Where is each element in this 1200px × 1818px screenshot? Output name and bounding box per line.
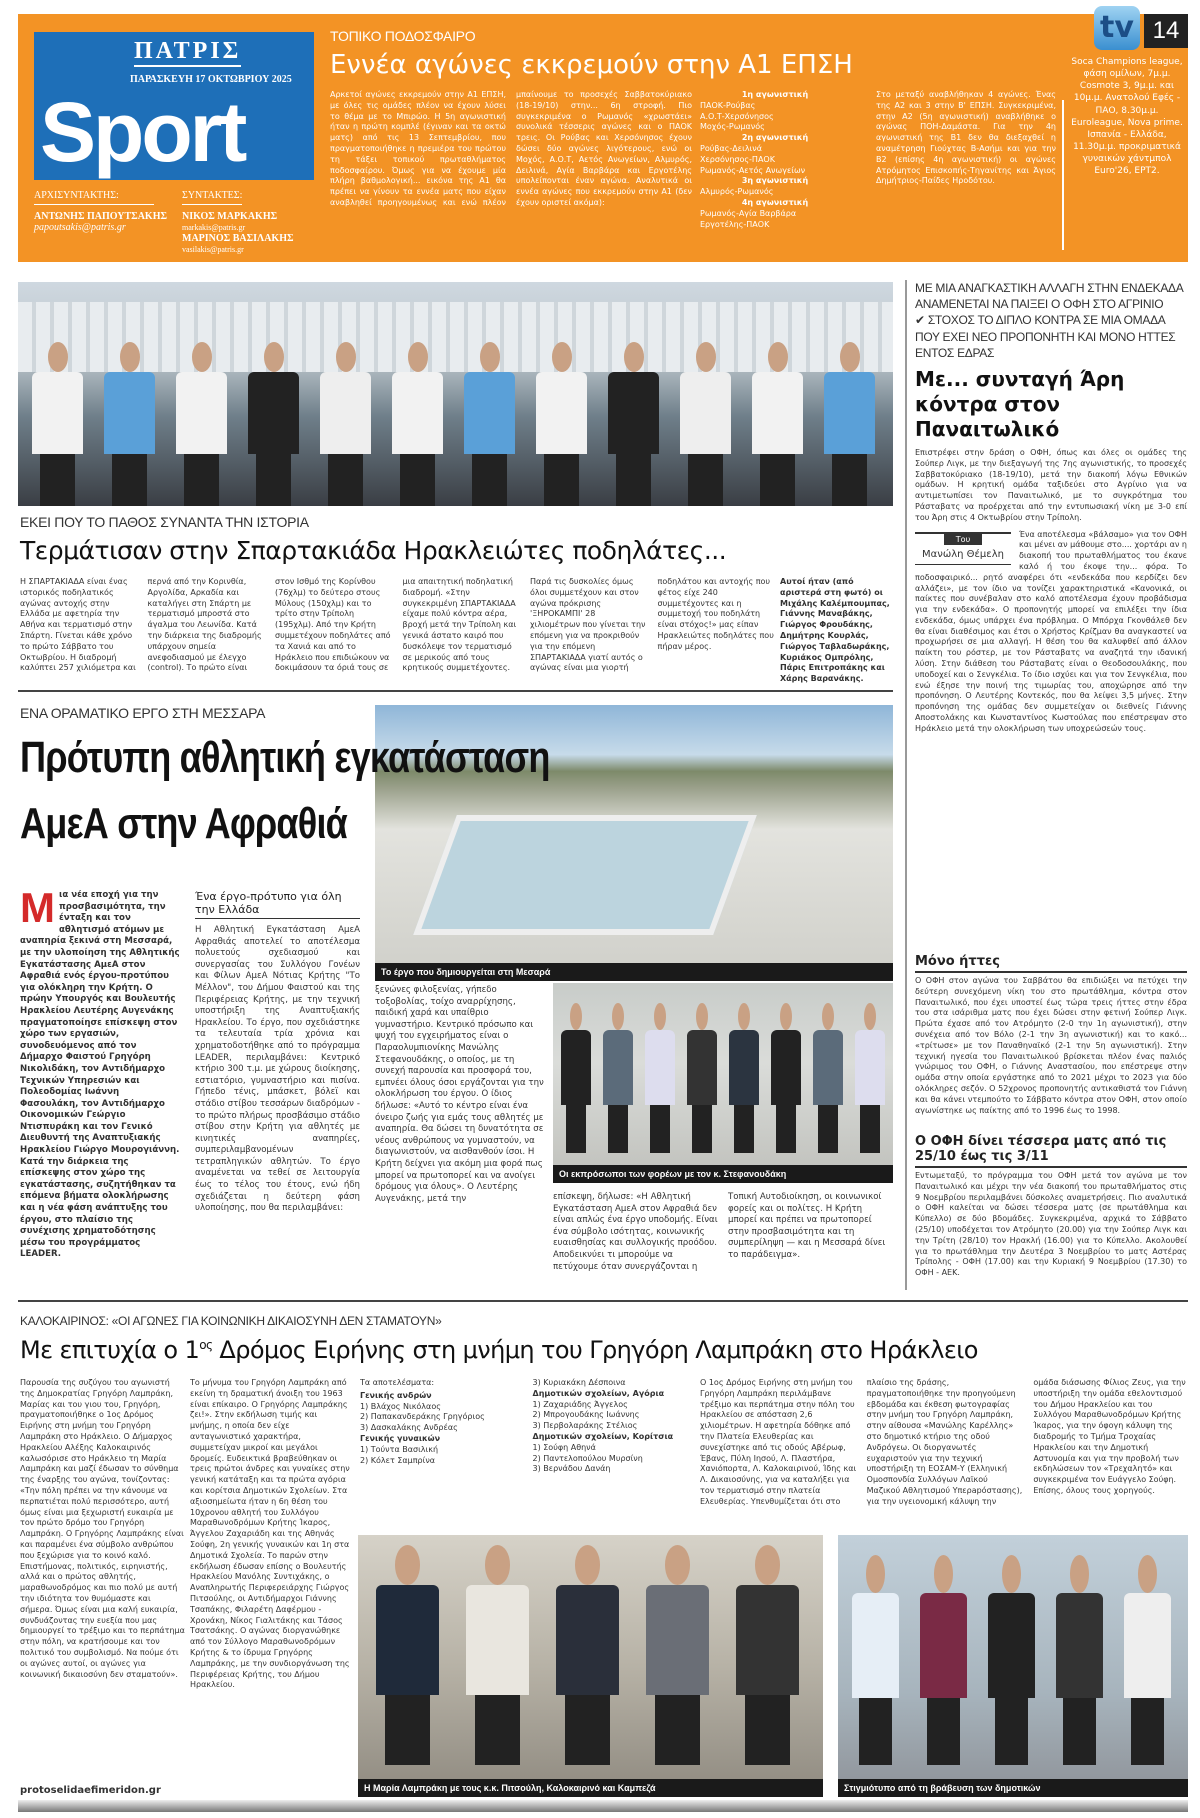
result-entry: 3) Βερνάδου Δανάη	[532, 1464, 611, 1474]
cyclists-photo	[18, 282, 893, 506]
lambrakis-headline	[20, 1336, 978, 1364]
photo-caption: Οι εκπρόσωποι των φορέων με τον κ. Στεφανουδάκη	[553, 1165, 893, 1183]
sport-logo	[34, 32, 314, 180]
fixture: Αλμυρός-Ρωμανός	[700, 187, 774, 197]
cyclist-figure	[32, 342, 82, 506]
afrathia-subheading: Ένα έργο-πρότυπο για όλη την Ελλάδα	[195, 890, 360, 919]
kicker-text: ΣΤΟΧΟΣ ΤΟ ΔΙΠΛΟ ΚΟΝΤΡΑ ΣΕ ΜΙΑ ΟΜΑΔΑ ΠΟΥ ΕΧΕΙ ΝΕΟ ΠΡΟΠΟΝΗΤΗ ΚΑΙ ΜΟΝΟ ΗΤΤΕΣ ΕΝΤΟΣ ΕΔΡΑΣ	[915, 313, 1176, 360]
body-text: Επιστρέφει στην δράση ο ΟΦΗ, όπως και όλες οι ομάδες της Σούπερ Λιγκ, με την διεξαγωγή της 7ης αγωνιστικής, το προσεχές Σαββατοκύριακο (18-19/10), μετά την διακοπή λόγω Εθνικών ομάδων. Η κρητική ομάδα ταξιδεύει στο Αγρίνιο για να αντιμετωπίσει τον Παναιτωλικό, με το συγκρότημα του Ράσταβατς να προέρχεται από την εντυπωσιακή νίκη με 3-0 επί του Άρη στις 4 Οκτωβρίου στην Τρίπολη.	[915, 447, 1187, 522]
lambrakis-kicker: ΚΑΛΟΚΑΙΡΙΝΟΣ: «ΟΙ ΑΓΩΝΕΣ ΓΙΑ ΚΟΙΝΩΝΙΚΗ ΔΙΚΑΙΟΣΥΝΗ ΔΕΝ ΣΤΑΜΑΤΟΥΝ»	[20, 1314, 442, 1328]
kicker-text: ΜΕ ΜΙΑ ΑΝΑΓΚΑΣΤΙΚΗ ΑΛΛΑΓΗ ΣΤΗΝ ΕΝΔΕΚΑΔΑ ΑΝΑΜΕΝΕΤΑΙ ΝΑ ΠΑΙΞΕΙ Ο ΟΦΗ ΣΤΟ ΑΓΡΙΝΙΟ	[915, 281, 1183, 312]
ofi-kicker	[915, 280, 1187, 361]
body-text: ξενώνες φιλοξενίας, γήπεδο τοξοβολίας, τοίχο αναρρίχησης, παιδική χαρά και υπαίθριο γυμναστήριο. Κεντρικό πρόσωπο και ψυχή του εγχειρήματος είναι ο Παραολυμπιονίκης Μανώλης Στεφανουδάκης, ο οποίος, με τη συνεχή παρουσία και προσφορά του, εμπνέει όλους όσοι εργάζονται για την ολοκλήρωση του έργου. Ο ίδιος δήλωσε: «Αυτό το κέντρο είναι ένα όνειρο ζωής για εμάς τους αθλητές με αναπηρία. Θα δώσει τη δυνατότητα σε νέους ανθρώπους να γυμναστούν, να διαγωνιστούν, να αισθανθούν ίσοι. Η Κρήτη δείχνει για ακόμη μια φορά πως μπορεί να πρωτοπορεί και να ανοίγει δρόμους για όλους». Ο Λευτέρης Αυγενάκης, μετά την	[375, 985, 544, 1204]
result-entry: 3) Κυριακάκη Δέσποινα	[532, 1378, 626, 1387]
top-article-tail	[876, 90, 1056, 258]
result-entry: 2) Παπακανδεράκης Γρηγόριος	[360, 1412, 485, 1422]
person-figure	[855, 1003, 884, 1153]
cycling-headline: Τερμάτισαν στην Σπαρτακιάδα Ηρακλειώτες ποδηλάτες...	[20, 536, 727, 565]
byline-name: Μανώλη Θέμελη	[915, 549, 1011, 565]
fixture: Χερσόνησος-ΠΑΟΚ	[700, 154, 775, 164]
cyclist-figure	[320, 342, 370, 506]
editor-name: ΜΑΡΙΝΟΣ ΒΑΣΙΛΑΚΗΣ	[182, 233, 294, 244]
result-entry: 1) Τούντα Βασιλική	[360, 1444, 439, 1454]
headline-text: Δρόμος Ειρήνης στη μνήμη του Γρηγόρη Λαμπράκη στο Ηράκλειο	[212, 1336, 978, 1364]
tv-icon: tv	[1094, 6, 1140, 50]
lambrakis-col-right	[700, 1378, 1190, 1528]
body-text: επίσκεψη, δήλωσε: «Η Αθλητική Εγκατάσταση ΑμεΑ στον Αφραθιά δεν είναι απλώς ένα έργο υποδομής. Είναι ένα σύμβολο ισότητας, κοινωνικής ευαισθησίας και συλλογικής προόδου. Αποδεικνύει τι μπορούμε να πετύχουμε όταν συνεργάζονται η Τοπική Αυτοδιοίκηση, οι κοινωνικοί φορείς και οι πολίτες. Η Κρήτη μπορεί και πρέπει να πρωτοπορεί στην προσβασιμότητα και τη συμπερίληψη — και η Μεσσαρά δίνει το παράδειγμα».	[553, 1192, 886, 1272]
column-divider	[905, 280, 907, 1290]
cyclist-figure	[464, 342, 514, 506]
body-text: Ο ΟΦΗ στον αγώνα του Σαββάτου θα επιδιώξει να πετύχει την δεύτερη συνεχόμενη νίκη του στο πρωτάθλημα, κόντρα στον Παναιτωλικό, που έχει υποστεί έως τώρα τρεις ήττες στην έδρα του στα ισάριθμα ματς που έχει δώσει στην φετινή Σούπερ Λιγκ. Πρώτα έχασε από τον Ατρόμητο (2-0 την 1η αγωνιστική), στην συνέχεια από τον Βόλο (2-1 την 3η αγωνιστική) και το κακό... «τρίτωσε» με τον Παναθηναϊκό (2-1 την 5η αγωνιστική). Στην τεχνική ηγεσία του Παναιτωλικού βρίσκεται πλέον ένας παλιός γνώριμος του ΟΦΗ, ο Γιάννης Αναστασίου, που επέστρεψε στην ομάδα στην οποία εργάστηκε από το 2021 μέχρι το 2023 για δύο ολόκληρες σεζόν. Ο 52χρονος προπονητής αντικαθιστά τον Γιάννη και θα κάνει ντεμπούτο το Σάββατο κόντρα στον ΟΦΗ, στον οποίο αγωνίστηκε ως παίκτης από το 1996 έως το 1998.	[915, 976, 1187, 1115]
result-entry: 2) Κόλετ Σαμπρίνα	[360, 1455, 436, 1465]
fixture: Εργοτέλης-ΠΑΟΚ	[700, 219, 770, 229]
cycling-body	[20, 577, 775, 683]
person-figure	[1124, 1555, 1172, 1765]
chief-label: ΑΡΧΙΣΥΝΤΑΚΤΗΣ:	[34, 190, 154, 205]
cyclist-figure	[680, 342, 730, 506]
photo-caption: Το έργο που δημιουργείται στη Μεσαρά	[375, 963, 893, 981]
person-figure	[729, 1003, 758, 1153]
divider	[18, 690, 893, 692]
fixture: Ρούβας-Δειλινά	[700, 143, 762, 153]
tv-listing-text: Soca Champions league, φάση ομίλων, 7μ.μ. Cosmote 3, 9μ.μ. και 10μ.μ. Ανατολού Εφές - ΠΑΟ, 8.30μ.μ. Euroleague, Nova prime. Ισπανία - Ελλάδα, 11.30μ.μ. προκριματικά γυναικών χάντμπολ Euro'26, ΕΡΤ2.	[1071, 57, 1183, 177]
afrathia-kicker: ΕΝΑ ΟΡΑΜΑΤΙΚΟ ΕΡΓΟ ΣΤΗ ΜΕΣΣΑΡΑ	[20, 705, 266, 721]
person-figure	[376, 1545, 439, 1765]
person-figure	[988, 1555, 1036, 1765]
lambrakis-col2	[190, 1378, 350, 1796]
round-label: 4η αγωνιστική	[741, 197, 809, 207]
person-figure	[920, 1555, 968, 1765]
cyclist-figure	[248, 342, 298, 506]
afrathia-col2	[195, 925, 360, 1290]
ofi-subheading: Μόνο ήττες	[915, 954, 1187, 973]
fixture: Α.Ο.Τ-Χερσόνησος	[700, 111, 774, 121]
chief-name: ΑΝΤΩΝΗΣ ΠΑΠΟΥΤΣΑΚΗΣ	[34, 211, 168, 222]
round-label: 3η αγωνιστική	[741, 176, 809, 186]
body-text: Το μήνυμα του Γρηγόρη Λαμπράκη από εκείνη τη δραματική άνοιξη του 1963 είναι επίκαιρο. Ο Γρηγόρης Λαμπράκης ζει!». Στην εκδήλωση τιμής και μνήμης, η οποία δεν είχε ανταγωνιστικό χαρακτήρα, συμμετείχαν μικροί και μεγάλοι δρομείς. Ευδεικτικά βραβεύθηκαν οι τρεις πρώτοι άνδρες και γυναίκες στην γενική κατάταξη και τα πρώτα αγόρια και κορίτσια Δημοτικών Σχολείων. Στα αξιοσημείωτα ήταν η 6η θέση του 10χρονου αθλητή του Συλλόγου Μαραθωνοδρόμων Κρήτης Ίκαρος, Άγγελου Ζαχαριάδη και της Αθηνάς Σούφη, 2η γενικής γυναικών και 1η στα Δημοτικά Σχολεία. Το παρών στην εκδήλωση έδωσαν επίσης ο Βουλευτής Ηρακλείου Μανόλης Συντιχάκης, ο Αναπληρωτής Περιφερειάρχης Γιώργος Πιτσούλης, οι Αντιδήμαρχοι Γιάννης Τσαπάκης, Φιλαρέτη Δαφέρμου - Χρονάκη, Νίκος Γιαλιτάκης και Τάσος Τσατσάκης. Ο αγώνας διοργανώθηκε από τον Σύλλογο Μαραθωνοδρόμων Κρήτης & το ίδρυμα Γρηγόρης Λαμπράκης, με την συνδιοργάνωση της Περιφέρειας Κρήτης, του Δήμου Ηρακλείου.	[190, 1378, 350, 1690]
body-text: ια νέα εποχή για την προσβασιμότητα, την ένταξη και τον αθλητισμό ατόμων με αναπηρία ξεκινά στη Μεσσαρά, με την υλοποίηση της Αθλητικής Εγκατάστασης ΑμεΑ στον Αφραθιά ενός έργου-προτύπου για ολόκληρη την Κρήτη. Ο πρώην Υπουργός και Βουλευτής Ηρακλείου Λευτέρης Αυγενάκης πραγματοποίησε επίσκεψη στον χώρο των εργασιών, συνοδευόμενος από τον Δήμαρχο Φαιστού Γρηγόρη Νικολιδάκη, τον Αντιδήμαρχο Τεχνικών Υπηρεσιών και Πολεοδομίας Ιωάννη Φασουλάκη, τον Αντιδήμαρχο Οικονομικών Γεώργιο Ντισπυράκη και τον Γενικό Διευθυντή της Αναπτυξιακής Ηρακλείου Γιώργο Μουρογιάννη. Κατά την διάρκεια της επίσκεψης στον χώρο της εγκατάστασης, συζητήθηκαν τα επόμενα βήματα ολοκλήρωσης και η νέα φάση ανάπτυξης του έργου, στο πλαίσιο της συνέχισης χρηματοδότησης μέσω του προγράμματος LEADER.	[20, 890, 180, 1260]
caption-text: Αυτοί ήταν (από αριστερά στη φωτό) οι Μιχάλης Καλέμπουμπας, Γιάννης Μαναβάκης, Γιώργος Φρουδάκης, Δημήτρης Κουρλάς, Γιώργος Ταβλαδωράκης, Κυριάκος Ομπρόλης, Πάρις Επιτροπάκης και Χάρης Βαρανάκης.	[780, 577, 890, 683]
body-text: Στο μεταξύ αναβλήθηκαν 4 αγώνες. Ένας της Α2 και 3 στην Β' ΕΠΣΗ. Συγκεκριμένα, στην Α2 (5η αγωνιστική) αναβλήθηκε ο αγώνας ΠΟΗ-Δαμάστα. Για την 4η αγωνιστική της Β1 δεν θα διεξαχθεί η αναμέτρηση Γιούχτας Β-Ασήμι και για την Β2 (επίσης 4η αγωνιστική) οι αγώνες Ατρόμητος Επισκοπής-Τηγανίτης και Άγιος Δημήτριος-Παίδες Ηροδότου.	[876, 90, 1056, 186]
body-text: Αρκετοί αγώνες εκκρεμούν στην Α1 ΕΠΣΗ, με όλες τις ομάδες πλέον να έχουν λύσει το θέμα με το Μπιρώο. Η 5η αγωνιστική ήταν η πρώτη κομπλέ (έγιναν και τα οκτώ ματς) από τις 13 Σεπτεμβρίου, που πραγματοποιήθηκε η πρεμιέρα του πρώτου τη τάξει τοπικού πρωταθλήματος ποδοσφαίρου. Όμως για να έχουμε μία πλήρη βαθμολογική... εικόνα της Α1 θα πρέπει να γίνουν τα εννέα ματς που είχαν αναβληθεί προηγουμένως και ενώ πλέον μπαίνουμε το προσεχές Σαββατοκύριακο (18-19/10) στην... 6η στροφή. Πιο συγκεκριμένα ο Ρωμανός «χρωστάει» συνολικά τέσσερις αγώνες και ο ΠΑΟΚ τρεις. Οι Ρούβας και Χερσόνησος έχουν δώσει δύο αγώνες λιγότερους, ενώ οι Μοχός, Α.Ο.Τ, Αετός Ανωγείων, Αλμυρός, Δειλινά, Αγία Βαρβάρα και Εργοτέλης υπολείπονται έναν αγώνα. Αναλυτικά οι εννέα αγώνες που εκκρεμούν στην Α1 (δεν έχουν οριστεί ακόμα):	[330, 90, 692, 207]
cyclist-figure	[752, 342, 802, 506]
headline-line: ΑμεΑ στην Αφραθιά	[20, 799, 348, 848]
body-text: Εντωμεταξύ, το πρόγραμμα του ΟΦΗ μετά τον αγώνα με τον Παναιτωλικό και μέχρι την νέα διακοπή του πρωταθλήματος στις 9 Νοεμβρίου περιλαμβάνει δύσκολες αναμετρήσεις. Πιο αναλυτικά ο ΟΦΗ καλείται να δώσει τέσσερα ματς (σε πρωτάθλημα και Κύπελλο) σε δύο βδομάδες. Συγκεκριμένα, αρχικά το Σάββατο (25/10) υποδέχεται τον Ατρόμητο (20.00) για την Σούπερ Λιγκ και την Τρίτη (28/10) τον Ηρακλή (16.00) για το Κύπελλο. Ακολουθεί για το πρωτάθλημα την Δευτέρα 3 Νοεμβρίου το ματς Αστέρας Τρίπολης - ΟΦΗ (17.00) και την Κυριακή 9 Νοεμβρίου (17.30) το ΟΦΗ - ΑΕΚ.	[915, 1171, 1187, 1278]
byline	[915, 532, 1011, 565]
chief-email: papoutsakis@patris.gr	[34, 222, 126, 233]
cyclist-figure	[536, 342, 586, 506]
photo-caption: Η Μαρία Λαμπράκη με τους κ.κ. Πιτσούλη, Καλοκαιρινό και Καμπεζά	[358, 1779, 823, 1797]
afrathia-headline	[20, 725, 550, 857]
top-article-kicker: ΤΟΠΙΚΟ ΠΟΔΟΣΦΑΙΡΟ	[330, 28, 476, 44]
round-label: 1η αγωνιστική	[741, 90, 809, 99]
ofi-lead	[915, 448, 1187, 526]
person-figure	[556, 1545, 619, 1765]
person-figure	[603, 1003, 632, 1153]
person-figure	[645, 1003, 674, 1153]
person-figure	[813, 1003, 842, 1153]
editors	[182, 190, 322, 255]
afrathia-col3	[375, 985, 545, 1290]
chief-editor	[34, 190, 174, 233]
fixture: ΠΑΟΚ-Ρούβας	[700, 100, 756, 110]
issue-date: ΠΑΡΑΣΚΕΥΗ 17 ΟΚΤΩΒΡΙΟΥ 2025	[130, 74, 292, 85]
body-text: Η Αθλητική Εγκατάσταση ΑμεΑ Αφραθιάς αποτελεί το αποτέλεσμα πολυετούς σχεδιασμού και συνεργασίας του Συλλόγου Γονέων και Φίλων ΑμεΑ Νότιας Κρήτης "Το Μέλλον", του Δήμου Φαιστού και της Περιφέρειας Κρήτης, με την τεχνική υποστήριξη της Αναπτυξιακής Ηρακλείου. Το έργο, που σχεδιάστηκε τα τελευταία τρία χρόνια και χρηματοδοτήθηκε από το πρόγραμμα LEADER, περιλαμβάνει: Κεντρικό κτήριο 300 τ.μ. με χώρους διοίκησης, εστιατόριο, γυμναστήριο και πισίνα. Γήπεδο τένις, μπάσκετ, βόλεϊ και στάδιο στίβου τεσσάρων διαδρόμων - το πρώτο πλήρως προσβάσιμο στάδιο στίβου στην Κρήτη για αθλητές με κινητικές αναπηρίες, συμπεριλαμβανομένων τετραπληγικών αθλητών. Το έργο αναμένεται να τεθεί σε λειτουργία έως το τέλος του έτους, ενώ ήδη σχεδιάζεται η δεύτερη φάση υλοποίησης, που θα περιλαμβάνει:	[195, 925, 360, 1214]
round-label: 2η αγωνιστική	[741, 133, 809, 143]
page-number: 14	[1144, 14, 1188, 48]
fixture: Ρωμανός-Αετός Ανωγείων	[700, 165, 806, 175]
result-category: Δημοτικών σχολείων, Αγόρια	[532, 1388, 665, 1398]
results-list	[360, 1378, 695, 1528]
editor-name: ΝΙΚΟΣ ΜΑΡΚΑΚΗΣ	[182, 211, 278, 222]
result-entry: 3) Δασκαλάκης Ανδρέας	[360, 1423, 458, 1433]
fixture: Μοχός-Ρωμανός	[700, 122, 765, 132]
fixtures-list	[700, 90, 850, 258]
body-text: Η ΣΠΑΡΤΑΚΙΑΔΑ είναι ένας ιστορικός ποδηλατικός αγώνας αντοχής στην Ελλάδα με αφετηρία την Αθήνα και τερματισμό στην Σπάρτη. Γίνεται κάθε χρόνο το πρώτο Σάββατο του Οκτωβρίου. Η διαδρομή καλύπτει 257 χιλιόμετρα και περνά από την Κορινθία, Αργολίδα, Αρκαδία και καταλήγει στη Σπάρτη με τερματισμό μπροστά στο άγαλμα του Λεωνίδα. Κατά την διάρκεια της διαδρομής υπάρχουν σημεία ανεφοδιασμού με έλεγχο (control). Το πρώτο είναι στον Ισθμό της Κορίνθου (76χλμ) το δεύτερο στους Μύλους (150χλμ) και το τρίτο στην Τρίπολη (195χλμ). Από την Κρήτη συμμετέχουν ποδηλάτες από τα Χανιά και από το Ηράκλειο που επιδιώκουν να δοκιμάσουν τα όριά τους σε μια απαιτητική ποδηλατική διαδρομή. «Στην συγκεκριμένη ΣΠΑΡΤΑΚΙΑΔΑ είχαμε πολύ κόντρα αέρα, βροχή μετά την Τρίπολη και γενικά άστατο καιρό που δυσκόλεψε τον τερματισμό σε μερικούς από τους κρητικούς συμμετέχοντες. Παρά τις δυσκολίες όμως όλοι συμμετέχουν και στον αγώνα πρόκρισης 'ΞΗΡΟΚΑΜΠΙ' 28 χιλιομέτρων που γίνεται την επόμενη για να προκριθούν για την επόμενη ΣΠΑΡΤΑΚΙΑΔΑ γιατί αυτός ο αγώνας είναι μια γιορτή ποδηλάτου και αντοχής που φέτος είχε 240 συμμετέχοντες και η συμμετοχή του ποδηλάτη είναι στόχος!» μας είπαν Ηρακλειώτες ποδηλάτες που πήραν μέρος.	[20, 577, 774, 673]
byline-prefix: Του	[944, 534, 982, 545]
headline-sup: ος	[199, 1338, 213, 1352]
cyclist-figure	[176, 342, 226, 506]
divider	[18, 1300, 1188, 1302]
ofi-sub2-body	[915, 1171, 1187, 1290]
officials-photo	[553, 983, 893, 1183]
divider	[1062, 100, 1064, 250]
cyclist-figure	[608, 342, 658, 506]
cyclist-figure	[104, 342, 154, 506]
person-figure	[466, 1545, 529, 1765]
ofi-headline: Με... συνταγή Άρη κόντρα στον Παναιτωλικό	[915, 366, 1125, 441]
person-figure	[687, 1003, 716, 1153]
lambrakis-col1	[20, 1378, 185, 1780]
person-figure	[852, 1555, 900, 1765]
cycling-kicker: ΕΚΕΙ ΠΟΥ ΤΟ ΠΑΘΟΣ ΣΥΝΑΝΤΑ ΤΗΝ ΙΣΤΟΡΙΑ	[20, 514, 309, 530]
fixture: Ρωμανός-Αγία Βαρβάρα	[700, 208, 797, 218]
ofi-sub1-body	[915, 976, 1187, 1128]
headline-text: Με επιτυχία ο 1	[20, 1336, 200, 1364]
afrathia-col2-wrap	[195, 890, 360, 1290]
headline-line: Πρότυπη αθλητική εγκατάσταση	[20, 733, 550, 782]
cycling-photo-caption	[780, 577, 893, 683]
cyclist-figure	[392, 342, 442, 506]
result-entry: 2) Παντελοπούλου Μυρσίνη	[532, 1453, 643, 1463]
afrathia-col4	[553, 1192, 893, 1290]
person-figure	[561, 1003, 590, 1153]
body-text: Ο 1ος Δρόμος Ειρήνης στη μνήμη του Γρηγόρη Λαμπράκη περιλάμβανε τρέξιμο και περπάτημα στην πόλη του Ηρακλείου σε απόσταση 2,6 χιλιομέτρων. Η αφετηρία δόθηκε από την Πλατεία Ελευθερίας και συνεχίστηκε από τις οδούς Αβέρωφ, Έβανς, Πύλη Ιησού, Λ. Πλαστήρα, Χανιόπορτα, Λ. Καλοκαιρινού, Ίδης και Λ. Δικαιοσύνης, για να καταλήξει για τον τερματισμό στην πλατεία Ελευθερίας. Υπενθυμίζεται ότι στο πλαίσιο της δράσης, πραγματοποιήθηκε την προηγούμενη εβδομάδα και έκθεση φωτογραφίας στην μνήμη του Γρηγόρη Λαμπράκη, στην αίθουσα «Μανώλης Καρέλλης» στο δημοτικό κτήριο της οδού Ανδρόγεω. Οι διοργανωτές ευχαριστούν για την τεχνική υποστήριξη τη ΕΟΣΑΜ-Υ (Ελληνική Ομοσπονδία Συλλόγων Λαϊκού Μαζικού Αθλητισμού Υπερapόστασης), για την υγειονομική κάλυψη την ομάδα διάσωσης Φίλιος Ζευς, για την υποστήριξη την ομάδα εθελοντισμού του Δήμου Ηρακλείου και του Συλλόγου Μαραθωνοδρόμων Κρήτης Ίκαρος, για την όφογη κάλυψη της διαδρομής το Τμήμα Τροχαίας Ηρακλείου και την Δημοτική Αστυνομία και για την προβολή των εκδηλώσεων τον «Τρεχαλητό» και συγκεκριμένα τον Ευάγγελο Σούφη. Επίσης, όλους τους χορηγούς.	[700, 1378, 1186, 1506]
result-entry: 2) Μπρογουδάκης Ιωάννης	[532, 1410, 640, 1420]
result-category: Γενικής γυναικών	[360, 1433, 441, 1443]
result-entry: 1) Σούφη Αθηνά	[532, 1442, 596, 1452]
cyclist-figure	[824, 342, 874, 506]
footer-bar	[18, 1800, 1188, 1812]
result-entry: 1) Βλάχος Νικόλαος	[360, 1401, 441, 1411]
body-text: Παρουσία της συζύγου του αγωνιστή της Δημοκρατίας Γρηγόρη Λαμπράκη, Μαρίας και του γιου του, Γρηγόρη, πραγματοποιήθηκε ο 1ος Δρόμος Ειρήνης στη μνήμη του Γρηγόρη Λαμπράκη στο Ηράκλειο. Ο Δήμαρχος Ηρακλείου Αλέξης Καλοκαιρινός καλωσόρισε στο Ηράκλειο τη Μαρία Λαμπράκη και μαζί έδωσαν το σύνθημα της έναρξης του αγώνα, τονίζοντας: «Την πόλη πρέπει να την κάνουμε να περπατιέται πολύ περισσότερο, αυτή όμως είναι μια ξεχωριστή ευκαιρία με τον πρώτο δρόμο του Γρηγόρη Λαμπράκη. Ο Γρηγόρης Λαμπράκης είναι και παραμένει ένα σύμβολο ανθρώπου που ξεχώρισε για το κοινό καλό. Επιστήμονας, πολιτικός, ειρηνιστής, αλλά και ο πρώτος αθλητής, μαραθωνοδρόμος και πιο πολύ με αυτή την ιδιότητα τον θυμόμαστε και σήμερα. Όμως είναι μια καλή ευκαιρία, συνδυάζοντας την ευεξία που μας δημιουργεί το τρέξιμο και το περπάτημα στην πόλη, να κρατήσουμε και τον πολιτικό του συμβολισμό. Να πούμε ότι οι αγώνες αυτοί, οι αγώνες για κοινωνική δικαιοσύνη δεν σταματούν».	[20, 1378, 185, 1679]
result-entry: 3) Περβολαράκης Στέλιος	[532, 1421, 638, 1431]
photo-caption: Στιγμιότυπο από τη βράβευση των δημοτικών	[838, 1779, 1188, 1797]
body-text: Ένα αποτέλεσμα «βάλσαμο» για τον ΟΦΗ και μένει αν μάθουμε στο.... χορτάρι αν η διακοπή του πρωταθλήματος του έκανε καλό ή του έκοψε την... φόρα. Το ποδοσφαιρικό... ρητό αναφέρει ότι «ενδεκάδα που κερδίζει δεν αλλάζει», με τον ίδιο να τονίζει χαρακτηριστικά «Κανονικά, οι παίκτες που συνέβαλαν στο καλό αποτέλεσμα έχουν προβάδισμα για την ενδεκάδα». Ο προπονητής μπορεί να επιλέξει την ίδια ενδεκάδα, όμως υπάρχει ένα πρόβλημα. Ο Μπόρχα Γκονθάλεθ δεν θα είναι διαθέσιμος και έτσι ο Χρήστος Κρίζμαν θα αναγκαστεί να προχωρήσει σε μια αλλαγή. Η θέση του θα καλυφθεί από άλλον παίκτη του ρόστερ, με τον Ράσταβατς να αναζητά την ιδανική λύση. Στην διάθεση του Ράσταβατς είναι ο Θεοδοσουλάκης, που υποδοχεί και ο Σενγκέλια. Το ίδιο ισχύει και για τον Σενγκέλια, που ενώ έξησε την ποινή της τιμωρίας του, αποχώρησε από την προπόνηση. Ο Λευτέρης Κοντεκός, που θα λείψει 3,5 μήνες. Στην προπόνηση της ομάδας δεν συμμετείχαν οι διεθνείς Γιάννης Αποστολάκης και Κωνσταντίνος Κωστούλας που επέστρεψαν στο Ηράκλειο μετά την ολοκλήρωση των υποχρεώσεών τους.	[915, 529, 1187, 733]
lambraki-photo	[358, 1535, 823, 1797]
section-title: Sport	[40, 85, 245, 179]
paper-name: ΠΑΤΡΙΣ	[134, 38, 241, 67]
editor-email: vasilakis@patris.gr	[182, 245, 244, 254]
results-label: Τα αποτελέσματα:	[360, 1378, 435, 1387]
check-icon: ✔	[915, 313, 925, 328]
person-figure	[771, 1003, 800, 1153]
watermark: protoselidaefimeridon.gr	[20, 1785, 161, 1796]
result-category: Δημοτικών σχολείων, Κορίτσια	[532, 1431, 674, 1441]
top-article-body	[330, 90, 692, 258]
result-entry: 1) Ζαχαριάδης Άγγελος	[532, 1399, 628, 1409]
ofi-subheading: Ο ΟΦΗ δίνει τέσσερα ματς από τις 25/10 έως τις 3/11	[915, 1134, 1187, 1168]
editor-email: markakis@patris.gr	[182, 223, 246, 232]
person-figure	[736, 1545, 799, 1765]
afrathia-col1	[20, 890, 180, 1290]
ofi-article	[915, 280, 1187, 1290]
person-figure	[646, 1545, 709, 1765]
top-article-headline: Εννέα αγώνες εκκρεμούν στην Α1 ΕΠΣΗ	[330, 50, 853, 80]
tv-listing	[1070, 56, 1184, 256]
result-category: Γενικής ανδρών	[360, 1390, 432, 1400]
ofi-body	[915, 530, 1187, 948]
awards-photo	[838, 1535, 1188, 1797]
drop-cap: Μ	[20, 890, 55, 931]
editors-label: ΣΥΝΤΑΚΤΕΣ:	[182, 190, 242, 205]
person-figure	[1056, 1555, 1104, 1765]
